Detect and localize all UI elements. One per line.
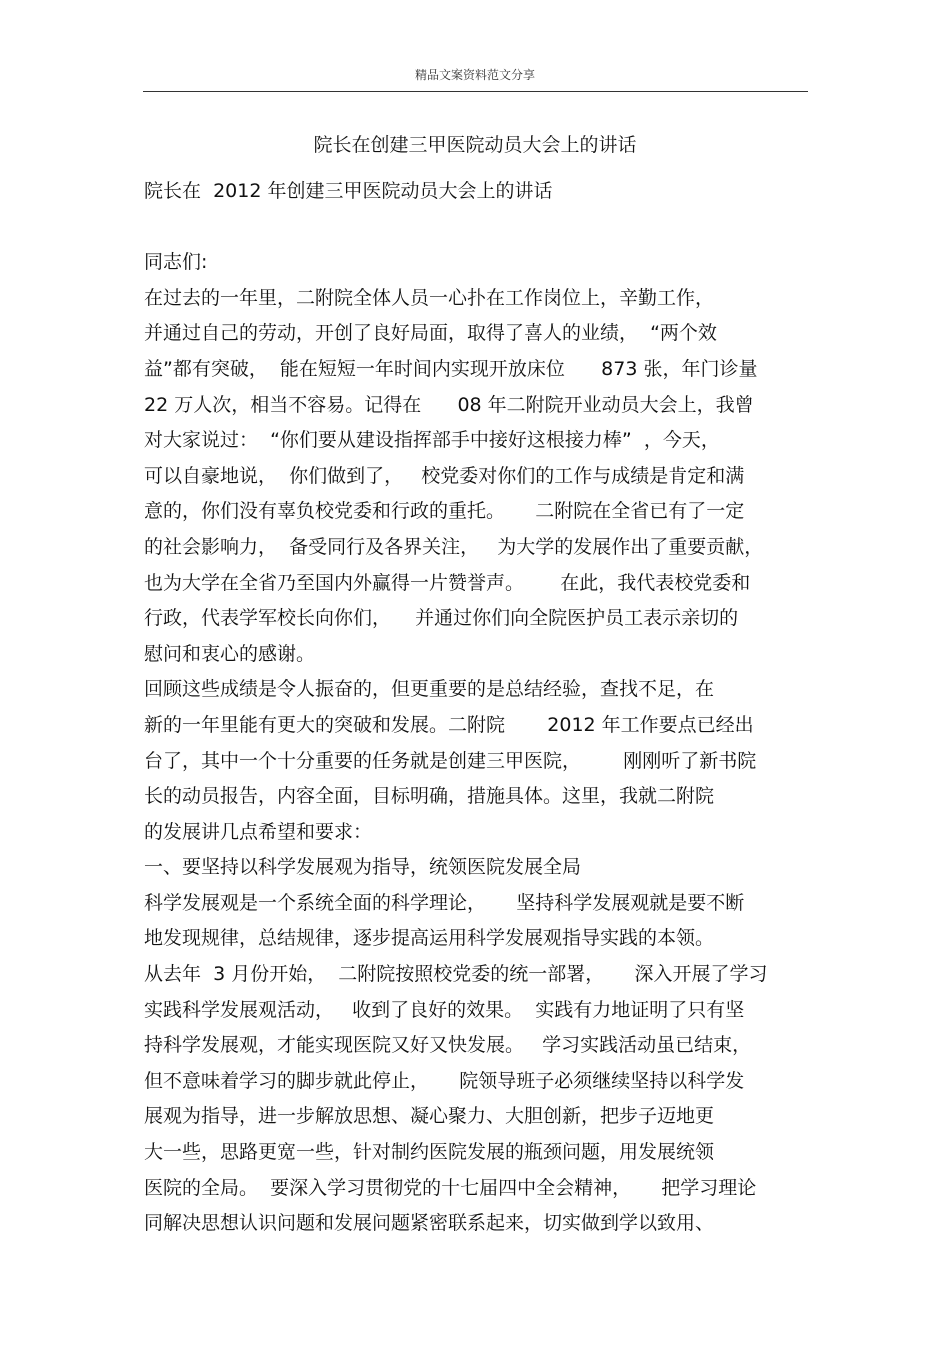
body-line: 新的一年里能有更大的突破和发展。二附院 2012 年工作要点已经出 (144, 713, 754, 736)
body-line: 慰问和衷心的感谢。 (144, 642, 316, 665)
body-line: 长的动员报告，内容全面，目标明确，措施具体。这里，我就二附院 (144, 785, 715, 808)
body-line: 可以自豪地说， 你们做到了， 校党委对你们的工作与成绩是肯定和满 (144, 464, 745, 487)
body-line: 并通过自己的劳动，开创了良好局面，取得了喜人的业绩， “两个效 (144, 322, 717, 345)
body-line: 意的，你们没有辜负校党委和行政的重托。 二附院在全省已有了一定 (144, 500, 745, 523)
body-line: 益”都有突破， 能在短短一年时间内实现开放床位 873 张，年门诊量 (144, 357, 758, 380)
body-line: 的发展讲几点希望和要求： (144, 820, 373, 843)
body-line: 展观为指导，进一步解放思想、凝心聚力、大胆创新，把步子迈地更 (144, 1105, 715, 1128)
body-line: 对大家说过： “你们要从建设指挥部手中接好这根接力棒” ，今天， (144, 429, 720, 452)
body-line: 从去年 3 月份开始， 二附院按照校党委的统一部署， 深入开展了学习 (144, 963, 768, 986)
body-line: 行政，代表学军校长向你们， 并通过你们向全院医护员工表示亲切的 (144, 607, 739, 630)
body-line: 也为大学在全省乃至国内外赢得一片赞誉声。 在此，我代表校党委和 (144, 571, 751, 594)
body-line: 22 万人次，相当不容易。记得在 08 年二附院开业动员大会上，我曾 (144, 393, 754, 416)
section-heading: 一、要坚持以科学发展观为指导，统领医院发展全局 (144, 856, 582, 879)
document-subtitle: 院长在 2012 年创建三甲医院动员大会上的讲话 (144, 180, 553, 202)
body-line: 同解决思想认识问题和发展问题紧密联系起来，切实做到学以致用、 (144, 1212, 715, 1235)
body-line: 的社会影响力， 备受同行及各界关注， 为大学的发展作出了重要贡献， (144, 535, 764, 558)
blank-line (144, 210, 809, 246)
document-title: 院长在创建三甲医院动员大会上的讲话 (313, 134, 637, 156)
body-line: 科学发展观是一个系统全面的科学理论， 坚持科学发展观就是要不断 (144, 891, 745, 914)
body-line: 实践科学发展观活动， 收到了良好的效果。 实践有力地证明了只有坚 (144, 998, 745, 1021)
body-line: 但不意味着学习的脚步就此停止， 院领导班子必须继续坚持以科学发 (144, 1069, 745, 1092)
header-divider (143, 91, 808, 92)
body-line: 在过去的一年里，二附院全体人员一心扑在工作岗位上，辛勤工作， (144, 286, 715, 309)
document-body (144, 174, 809, 1242)
body-line: 持科学发展观，才能实现医院又好又快发展。 学习实践活动虽已结束， (144, 1034, 752, 1057)
body-line: 医院的全局。 要深入学习贯彻党的十七届四中全会精神， 把学习理论 (144, 1176, 757, 1199)
body-line: 回顾这些成绩是令人振奋的，但更重要的是总结经验，查找不足，在 (144, 678, 715, 701)
body-line: 地发现规律，总结规律，逐步提高运用科学发展观指导实践的本领。 (144, 927, 715, 950)
salutation: 同志们: (144, 251, 208, 274)
body-line: 大一些，思路更宽一些，针对制约医院发展的瓶颈问题，用发展统领 (144, 1141, 715, 1164)
body-line: 台了，其中一个十分重要的任务就是创建三甲医院， 刚刚听了新书院 (144, 749, 757, 772)
page-header: 精品文案资料范文分享 (414, 68, 535, 82)
